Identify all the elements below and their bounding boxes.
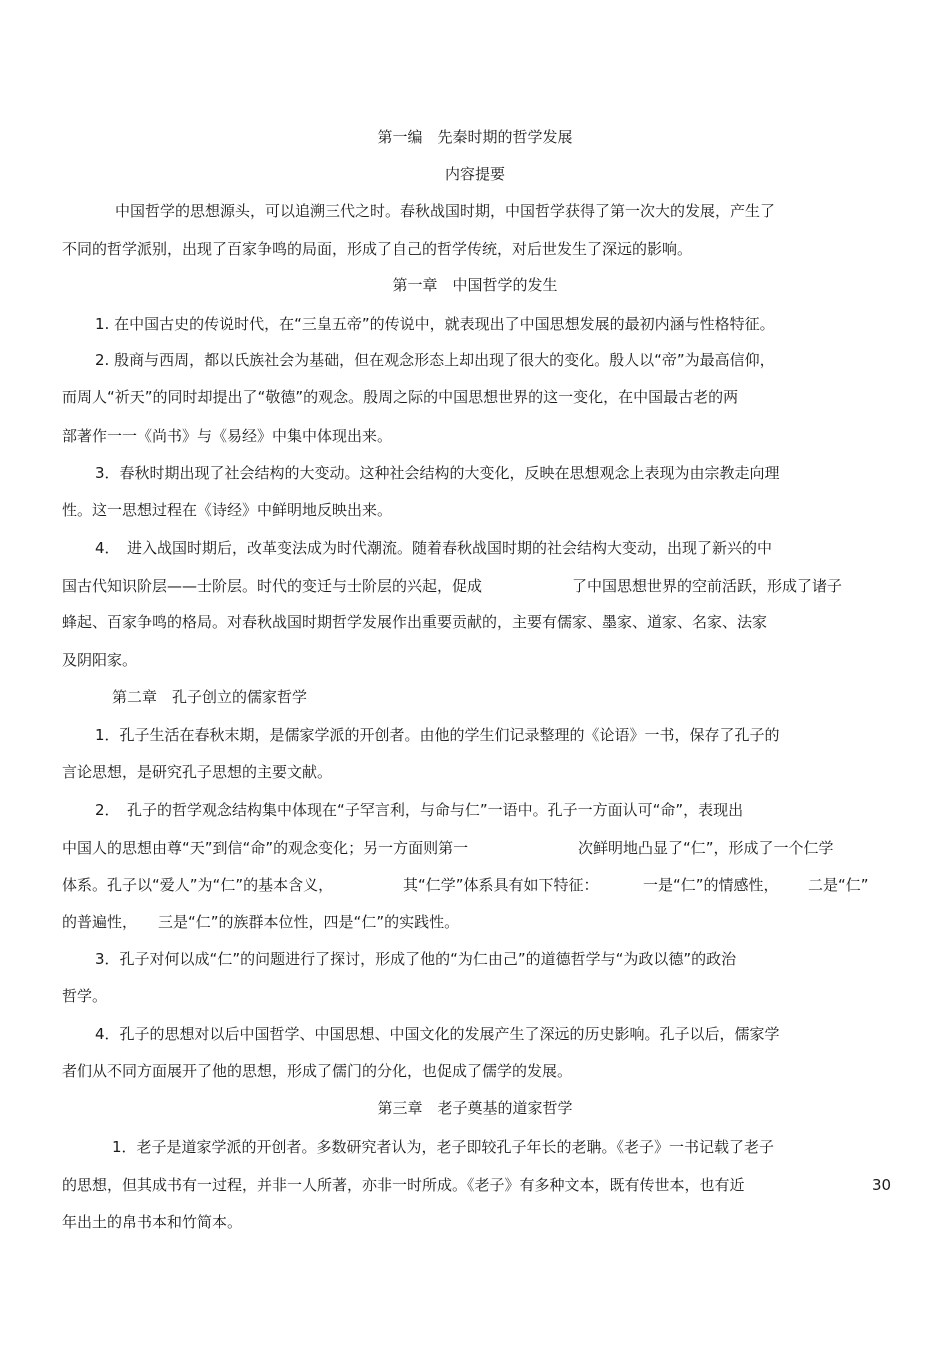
summary-heading: 内容提要 (444, 165, 505, 183)
paragraph-line: 次鲜明地凸显了“仁”，形成了一个仁学 (578, 839, 834, 857)
paragraph-line: 的普遍性， (62, 913, 138, 931)
paragraph-line: 1. 在中国古史的传说时代，在“三皇五帝”的传说中，就表现出了中国思想发展的最初内涵与性格特征。 (95, 315, 775, 333)
chapter-title: 第一章 中国哲学的发生 (392, 276, 558, 294)
paragraph-line: 而周人“祈天”的同时却提出了“敬德”的观念。殷周之际的中国思想世界的这一变化，在中国最古老的两 (62, 388, 739, 406)
paragraph-line: 1．孔子生活在春秋末期，是儒家学派的开创者。由他的学生们记录整理的《论语》一书，保存了孔子的 (95, 726, 780, 744)
paragraph-line: 3．孔子对何以成“仁”的问题进行了探讨，形成了他的“为仁由己”的道德哲学与“为政以德”的政治 (95, 950, 737, 968)
chapter-title: 第三章 老子奠基的道家哲学 (377, 1099, 573, 1117)
paragraph-line: 4． 进入战国时期后，改革变法成为时代潮流。随着春秋战国时期的社会结构大变动，出现了新兴的中 (95, 539, 773, 557)
paragraph-line: 了中国思想世界的空前活跃，形成了诸子 (572, 577, 843, 595)
paragraph-line: 三是“仁”的族群本位性，四是“仁”的实践性。 (158, 913, 460, 931)
paragraph-line: 者们从不同方面展开了他的思想，形成了儒门的分化，也促成了儒学的发展。 (62, 1062, 573, 1080)
paragraph-line: 其“仁学”体系具有如下特征： (403, 876, 599, 894)
paragraph-line: 不同的哲学派别，出现了百家争鸣的局面，形成了自己的哲学传统，对后世发生了深远的影响。 (62, 240, 693, 258)
paragraph-line: 2. 殷商与西周，都以氏族社会为基础，但在观念形态上却出现了很大的变化。殷人以“帝”为最高信仰， (95, 351, 775, 369)
page-number: 30 (872, 1176, 892, 1194)
paragraph-line: 国古代知识阶层——士阶层。时代的变迁与士阶层的兴起，促成 (62, 577, 483, 595)
paragraph-line: 年出土的帛书本和竹简本。 (62, 1213, 243, 1231)
paragraph-line: 2． 孔子的哲学观念结构集中体现在“子罕言利，与命与仁”一语中。孔子一方面认可“命”，表现出 (95, 801, 744, 819)
paragraph-line: 言论思想，是研究孔子思想的主要文献。 (62, 763, 333, 781)
paragraph-line: 1．老子是道家学派的开创者。多数研究者认为，老子即较孔子年长的老聃。《老子》一书记载了老子 (112, 1138, 775, 1156)
paragraph-line: 及阴阳家。 (62, 651, 138, 669)
paragraph-line: 4．孔子的思想对以后中国哲学、中国思想、中国文化的发展产生了深远的历史影响。孔子以后，儒家学 (95, 1025, 780, 1043)
paragraph-line: 中国哲学的思想源头，可以追溯三代之时。春秋战国时期，中国哲学获得了第一次大的发展，产生了 (115, 202, 776, 220)
paragraph-line: 哲学。 (62, 987, 108, 1005)
paragraph-line: 部著作一一《尚书》与《易经》中集中体现出来。 (62, 427, 393, 445)
paragraph-line: 一是“仁”的情感性， (643, 876, 779, 894)
paragraph-line: 二是“仁” (808, 876, 869, 894)
paragraph-line: 体系。孔子以“爱人”为“仁”的基本含义， (62, 876, 334, 894)
paragraph-line: 的思想，但其成书有一过程，并非一人所著，亦非一时所成。《老子》有多种文本，既有传世本，也有近 (62, 1176, 745, 1194)
part-title: 第一编 先秦时期的哲学发展 (377, 128, 573, 146)
paragraph-line: 性。这一思想过程在《诗经》中鲜明地反映出来。 (62, 501, 393, 519)
paragraph-line: 3．春秋时期出现了社会结构的大变动。这种社会结构的大变化，反映在思想观念上表现为由宗教走向理 (95, 464, 780, 482)
paragraph-line: 中国人的思想由尊“天”到信“命”的观念变化；另一方面则第一 (62, 839, 469, 857)
paragraph-line: 蜂起、百家争鸣的格局。对春秋战国时期哲学发展作出重要贡献的，主要有儒家、墨家、道家、名家、法家 (62, 613, 768, 631)
chapter-title: 第二章 孔子创立的儒家哲学 (112, 688, 308, 706)
